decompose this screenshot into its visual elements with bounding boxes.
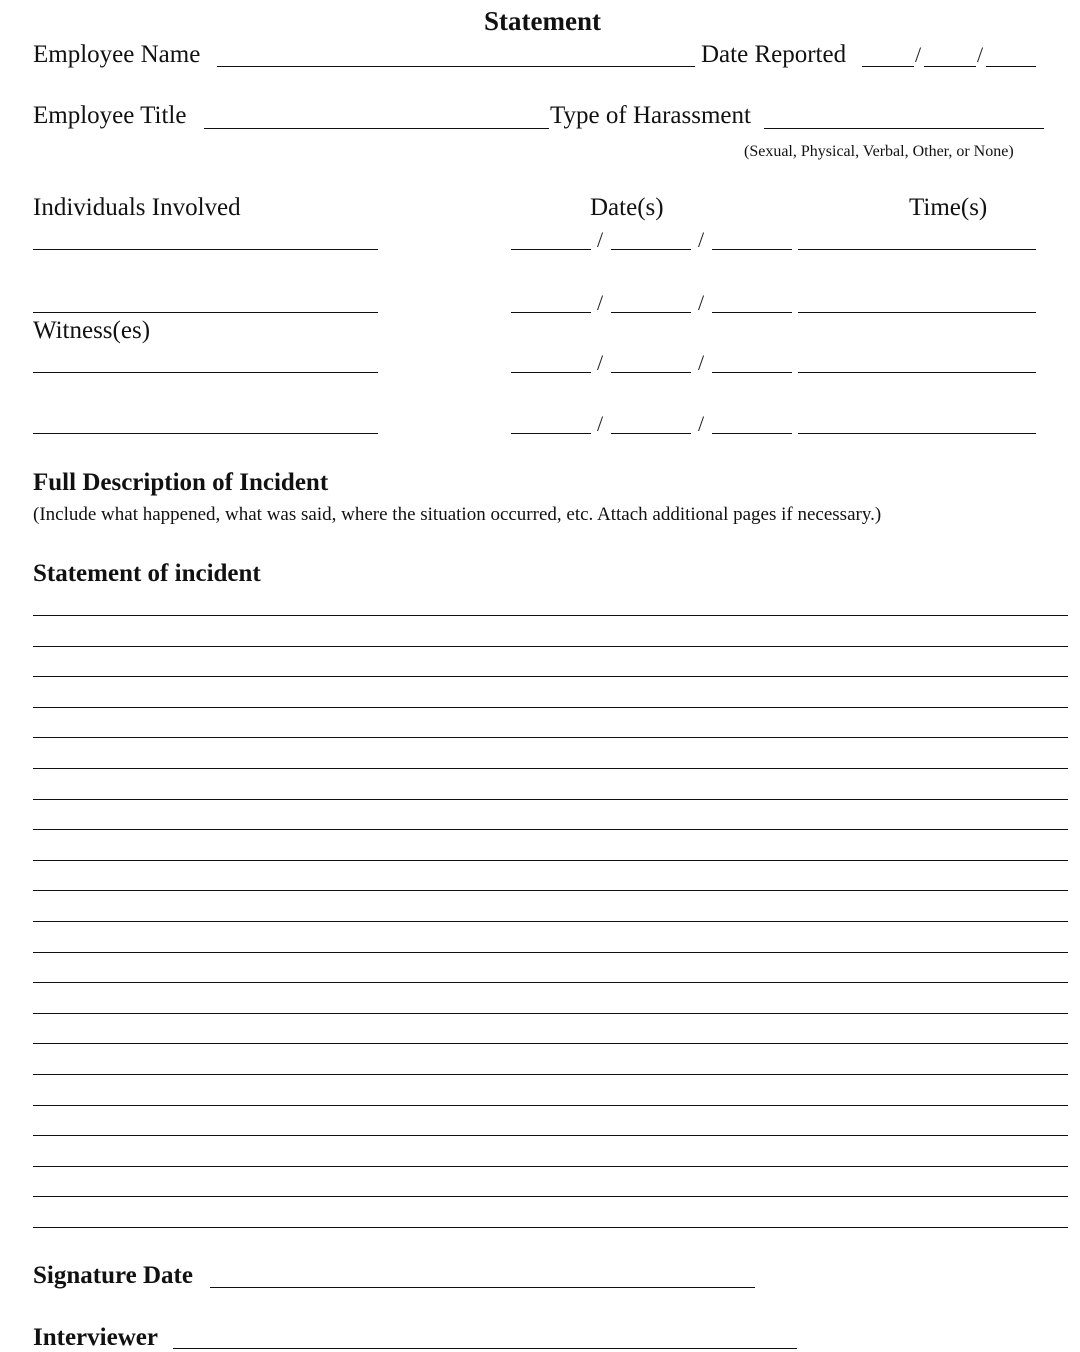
interviewer-field[interactable] <box>173 1348 797 1349</box>
signature-date-label: Signature Date <box>33 1262 193 1289</box>
date-separator: / <box>698 350 705 375</box>
date-separator: / <box>597 290 604 315</box>
harassment-type-label: Type of Harassment <box>550 102 751 129</box>
date-separator: / <box>698 227 705 252</box>
statement-line[interactable] <box>33 982 1068 983</box>
description-heading: Full Description of Incident <box>33 469 329 496</box>
statement-line[interactable] <box>33 1227 1068 1228</box>
date-separator: / <box>698 290 705 315</box>
witnesses-label: Witness(es) <box>33 317 151 344</box>
date-day-field[interactable] <box>611 372 691 373</box>
date-separator: / <box>597 350 604 375</box>
date-reported-separator: / <box>977 42 984 67</box>
statement-line[interactable] <box>33 921 1068 922</box>
statement-heading: Statement of incident <box>33 560 261 587</box>
description-instructions: (Include what happened, what was said, where the situation occurred, etc. Attach additional pages if necessary.) <box>33 504 882 525</box>
statement-line[interactable] <box>33 1196 1068 1197</box>
employee-title-label: Employee Title <box>33 102 187 129</box>
statement-line[interactable] <box>33 860 1068 861</box>
date-year-field[interactable] <box>712 312 792 313</box>
date-day-field[interactable] <box>611 249 691 250</box>
statement-line[interactable] <box>33 952 1068 953</box>
statement-line[interactable] <box>33 890 1068 891</box>
person-name-field[interactable] <box>33 312 378 313</box>
time-field[interactable] <box>798 433 1036 434</box>
date-year-field[interactable] <box>712 372 792 373</box>
time-field[interactable] <box>798 372 1036 373</box>
statement-line[interactable] <box>33 768 1068 769</box>
statement-line[interactable] <box>33 829 1068 830</box>
date-reported-day-field[interactable] <box>924 66 976 67</box>
date-reported-label: Date Reported <box>701 41 847 68</box>
times-column-label: Time(s) <box>909 194 988 221</box>
person-name-field[interactable] <box>33 433 378 434</box>
date-year-field[interactable] <box>712 433 792 434</box>
date-reported-year-field[interactable] <box>986 66 1036 67</box>
statement-line[interactable] <box>33 1043 1068 1044</box>
employee-name-field[interactable] <box>217 66 695 67</box>
date-month-field[interactable] <box>511 312 591 313</box>
harassment-type-field[interactable] <box>764 128 1044 129</box>
harassment-type-hint: (Sexual, Physical, Verbal, Other, or None) <box>744 143 1014 160</box>
statement-line[interactable] <box>33 1135 1068 1136</box>
individuals-involved-label: Individuals Involved <box>33 194 241 221</box>
statement-line[interactable] <box>33 1105 1068 1106</box>
date-separator: / <box>698 411 705 436</box>
date-month-field[interactable] <box>511 433 591 434</box>
date-separator: / <box>597 227 604 252</box>
page-title: Statement <box>484 6 601 36</box>
time-field[interactable] <box>798 312 1036 313</box>
date-year-field[interactable] <box>712 249 792 250</box>
statement-line[interactable] <box>33 615 1068 616</box>
date-month-field[interactable] <box>511 249 591 250</box>
date-separator: / <box>597 411 604 436</box>
statement-line[interactable] <box>33 1013 1068 1014</box>
statement-line[interactable] <box>33 676 1068 677</box>
person-name-field[interactable] <box>33 372 378 373</box>
interviewer-label: Interviewer <box>33 1324 158 1351</box>
time-field[interactable] <box>798 249 1036 250</box>
date-reported-month-field[interactable] <box>862 66 914 67</box>
statement-line[interactable] <box>33 1166 1068 1167</box>
statement-line[interactable] <box>33 646 1068 647</box>
statement-line[interactable] <box>33 707 1068 708</box>
dates-column-label: Date(s) <box>590 194 664 221</box>
date-day-field[interactable] <box>611 312 691 313</box>
statement-line[interactable] <box>33 737 1068 738</box>
date-day-field[interactable] <box>611 433 691 434</box>
signature-date-field[interactable] <box>210 1287 755 1288</box>
person-name-field[interactable] <box>33 249 378 250</box>
statement-line[interactable] <box>33 799 1068 800</box>
employee-name-label: Employee Name <box>33 41 201 68</box>
statement-line[interactable] <box>33 1074 1068 1075</box>
employee-title-field[interactable] <box>204 128 549 129</box>
date-reported-separator: / <box>915 42 922 67</box>
date-month-field[interactable] <box>511 372 591 373</box>
